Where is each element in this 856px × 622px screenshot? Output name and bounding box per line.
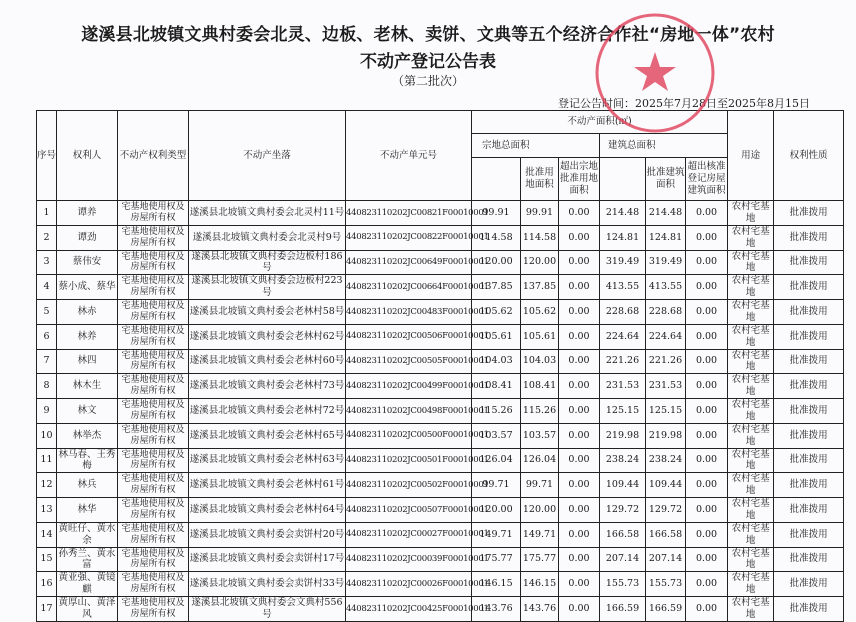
cell-seq: 5 (37, 300, 57, 325)
document-title: 遂溪县北坡镇文典村委会北灵、边板、老林、卖饼、文典等五个经济合作社“房地一体”农村 (81, 25, 775, 45)
cell-land-approved: 104.03 (521, 349, 559, 374)
cell-owner: 林养 (57, 324, 118, 349)
cell-usage: 农村宅基地 (728, 448, 774, 473)
cell-land-total: 126.04 (472, 448, 521, 473)
header-land-excess: 超出宗地批准用地面积 (559, 158, 600, 201)
cell-building-total: 125.15 (600, 399, 646, 424)
cell-land-approved: 108.41 (521, 374, 559, 399)
cell-right-nature: 批准拨用 (774, 547, 844, 572)
header-unit-no: 不动产单元号 (346, 111, 472, 201)
cell-unit-no: 440823110202JC00039F00010001 (346, 547, 472, 572)
table-row (37, 275, 844, 300)
cell-land-excess: 0.00 (559, 498, 600, 523)
cell-land-approved: 126.04 (521, 448, 559, 473)
cell-building-approved: 125.15 (646, 399, 686, 424)
cell-land-approved: 114.58 (521, 225, 559, 250)
header-right-nature: 权利性质 (774, 111, 844, 201)
table-row (37, 473, 844, 498)
document-subtitle: 不动产登记公告表 (360, 52, 496, 72)
cell-right-type: 宅基地使用权及房屋所有权 (118, 448, 189, 473)
cell-owner: 蔡伟安 (57, 250, 118, 275)
cell-unit-no: 440823110202JC00507F00010001 (346, 498, 472, 523)
cell-location: 遂溪县北坡镇文典村委会老林村73号 (189, 374, 346, 399)
cell-right-nature: 批准拨用 (774, 399, 844, 424)
table-row (37, 498, 844, 523)
cell-unit-no: 440823110202JC00425F00010001 (346, 597, 472, 622)
cell-unit-no: 440823110202JC00506F00010001 (346, 324, 472, 349)
cell-building-total: 413.55 (600, 275, 646, 300)
cell-seq: 9 (37, 399, 57, 424)
cell-land-excess: 0.00 (559, 473, 600, 498)
registration-table (36, 110, 844, 622)
cell-land-approved: 143.76 (521, 597, 559, 622)
cell-building-excess: 0.00 (686, 423, 728, 448)
cell-building-approved: 219.98 (646, 423, 686, 448)
cell-owner: 林华 (57, 498, 118, 523)
cell-seq: 3 (37, 250, 57, 275)
cell-land-approved: 149.71 (521, 522, 559, 547)
cell-owner: 谭养 (57, 201, 118, 226)
cell-land-excess: 0.00 (559, 572, 600, 597)
cell-right-type: 宅基地使用权及房屋所有权 (118, 275, 189, 300)
cell-usage: 农村宅基地 (728, 300, 774, 325)
cell-building-total: 319.49 (600, 250, 646, 275)
cell-land-excess: 0.00 (559, 399, 600, 424)
cell-land-total: 143.76 (472, 597, 521, 622)
cell-building-total: 155.73 (600, 572, 646, 597)
cell-building-total: 231.53 (600, 374, 646, 399)
header-land-total: 宗地总面积 (472, 134, 600, 158)
cell-land-total: 137.85 (472, 275, 521, 300)
cell-right-type: 宅基地使用权及房屋所有权 (118, 250, 189, 275)
cell-building-total: 166.59 (600, 597, 646, 622)
cell-right-nature: 批准拨用 (774, 250, 844, 275)
cell-unit-no: 440823110202JC00664F00010001 (346, 275, 472, 300)
cell-building-excess: 0.00 (686, 522, 728, 547)
cell-usage: 农村宅基地 (728, 374, 774, 399)
cell-right-nature: 批准拨用 (774, 597, 844, 622)
cell-unit-no: 440823110202JC00499F00010001 (346, 374, 472, 399)
cell-land-total: 104.03 (472, 349, 521, 374)
cell-unit-no: 440823110202JC00027F00010001 (346, 522, 472, 547)
cell-unit-no: 440823110202JC00822F00010001 (346, 225, 472, 250)
cell-land-total: 108.41 (472, 374, 521, 399)
header-usage: 用途 (728, 111, 774, 201)
cell-owner: 林兵 (57, 473, 118, 498)
cell-land-excess: 0.00 (559, 448, 600, 473)
header-building-total-cell (600, 158, 646, 201)
cell-land-approved: 105.62 (521, 300, 559, 325)
cell-building-approved: 224.64 (646, 324, 686, 349)
cell-building-total: 238.24 (600, 448, 646, 473)
cell-owner: 林赤 (57, 300, 118, 325)
cell-building-total: 129.72 (600, 498, 646, 523)
cell-location: 遂溪县北坡镇文典村委会老林村62号 (189, 324, 346, 349)
cell-usage: 农村宅基地 (728, 572, 774, 597)
cell-unit-no: 440823110202JC00483F00010001 (346, 300, 472, 325)
cell-right-type: 宅基地使用权及房屋所有权 (118, 374, 189, 399)
cell-owner: 林木生 (57, 374, 118, 399)
cell-building-excess: 0.00 (686, 572, 728, 597)
cell-usage: 农村宅基地 (728, 597, 774, 622)
cell-location: 遂溪县北坡镇文典村委会边板村223号 (189, 275, 346, 300)
cell-right-nature: 批准拨用 (774, 473, 844, 498)
cell-building-excess: 0.00 (686, 250, 728, 275)
cell-location: 遂溪县北坡镇文典村委会老林村63号 (189, 448, 346, 473)
cell-building-total: 219.98 (600, 423, 646, 448)
cell-building-total: 109.44 (600, 473, 646, 498)
cell-land-approved: 137.85 (521, 275, 559, 300)
cell-location: 遂溪县北坡镇文典村委会老林村58号 (189, 300, 346, 325)
table-row (37, 324, 844, 349)
cell-location: 遂溪县北坡镇文典村委会边板村186号 (189, 250, 346, 275)
cell-building-excess: 0.00 (686, 399, 728, 424)
header-location: 不动产坐落 (189, 111, 346, 201)
cell-location: 遂溪县北坡镇文典村委会老林村61号 (189, 473, 346, 498)
cell-land-excess: 0.00 (559, 324, 600, 349)
header-building-approved: 批准建筑面积 (646, 158, 686, 201)
cell-land-total: 105.62 (472, 300, 521, 325)
cell-owner: 黄厚山、黄泽风 (58, 597, 116, 620)
cell-building-excess: 0.00 (686, 448, 728, 473)
cell-building-approved: 413.55 (646, 275, 686, 300)
table-body (37, 201, 844, 622)
cell-land-total: 99.71 (472, 473, 521, 498)
cell-building-total: 224.64 (600, 324, 646, 349)
cell-owner: 林四 (57, 349, 118, 374)
cell-building-total: 207.14 (600, 547, 646, 572)
cell-right-type: 宅基地使用权及房屋所有权 (118, 201, 189, 226)
cell-right-nature: 批准拨用 (774, 300, 844, 325)
cell-seq: 7 (37, 349, 57, 374)
cell-land-total: 149.71 (472, 522, 521, 547)
cell-seq: 1 (37, 201, 57, 226)
cell-land-excess: 0.00 (559, 597, 600, 622)
cell-seq: 8 (37, 374, 57, 399)
cell-land-approved: 175.77 (521, 547, 559, 572)
cell-building-approved: 166.58 (646, 522, 686, 547)
batch-label: （第二批次） (391, 74, 464, 88)
cell-land-total: 175.77 (472, 547, 521, 572)
cell-right-nature: 批准拨用 (774, 324, 844, 349)
table-row (37, 423, 844, 448)
cell-right-type: 宅基地使用权及房屋所有权 (118, 324, 189, 349)
header-area-group: 不动产面积(㎡) (472, 111, 728, 134)
table-row (37, 547, 844, 572)
cell-land-total: 120.00 (472, 250, 521, 275)
cell-land-approved: 120.00 (521, 498, 559, 523)
cell-land-excess: 0.00 (559, 275, 600, 300)
cell-usage: 农村宅基地 (728, 225, 774, 250)
cell-right-nature: 批准拨用 (774, 349, 844, 374)
cell-right-nature: 批准拨用 (774, 522, 844, 547)
header-land-approved: 批准用地面积 (521, 158, 559, 201)
cell-building-approved: 214.48 (646, 201, 686, 226)
cell-building-excess: 0.00 (686, 275, 728, 300)
cell-right-nature: 批准拨用 (774, 498, 844, 523)
cell-usage: 农村宅基地 (728, 473, 774, 498)
table-row (37, 399, 844, 424)
table-row (37, 572, 844, 597)
cell-land-approved: 103.57 (521, 423, 559, 448)
header-building-total: 建筑总面积 (600, 134, 728, 158)
cell-unit-no: 440823110202JC00500F00010001 (346, 423, 472, 448)
cell-owner: 黄旺仔、黄水余 (58, 522, 116, 546)
cell-location: 遂溪县北坡镇文典村委会老林村64号 (189, 498, 346, 523)
cell-land-excess: 0.00 (559, 547, 600, 572)
cell-usage: 农村宅基地 (728, 522, 774, 547)
cell-building-total: 214.48 (600, 201, 646, 226)
table-row (37, 522, 844, 547)
cell-land-approved: 146.15 (521, 572, 559, 597)
cell-owner: 黄亚强、黄镜麒 (58, 572, 116, 596)
cell-building-approved: 319.49 (646, 250, 686, 275)
cell-seq: 15 (37, 547, 57, 572)
cell-land-approved: 99.71 (521, 473, 559, 498)
cell-usage: 农村宅基地 (728, 275, 774, 300)
cell-usage: 农村宅基地 (728, 201, 774, 226)
header-building-excess: 超出核准登记房屋建筑面积 (686, 158, 728, 201)
cell-seq: 13 (37, 498, 57, 523)
cell-right-nature: 批准拨用 (774, 448, 844, 473)
cell-building-approved: 129.72 (646, 498, 686, 523)
cell-location: 遂溪县北坡镇文典村委会老林村60号 (189, 349, 346, 374)
cell-building-approved: 166.59 (646, 597, 686, 622)
cell-building-excess: 0.00 (686, 349, 728, 374)
cell-usage: 农村宅基地 (728, 324, 774, 349)
cell-building-approved: 238.24 (646, 448, 686, 473)
cell-building-total: 228.68 (600, 300, 646, 325)
cell-land-approved: 99.91 (521, 201, 559, 226)
cell-seq: 11 (37, 448, 57, 473)
cell-right-nature: 批准拨用 (774, 374, 844, 399)
cell-usage: 农村宅基地 (728, 399, 774, 424)
cell-building-excess: 0.00 (686, 225, 728, 250)
cell-land-total: 99.91 (472, 201, 521, 226)
cell-land-approved: 115.26 (521, 399, 559, 424)
cell-right-nature: 批准拨用 (774, 225, 844, 250)
cell-right-nature: 批准拨用 (774, 572, 844, 597)
cell-land-total: 115.26 (472, 399, 521, 424)
cell-location: 遂溪县北坡镇文典村委会北灵村9号 (189, 225, 346, 250)
cell-land-excess: 0.00 (559, 201, 600, 226)
table-row (37, 448, 844, 473)
cell-location: 遂溪县北坡镇文典村委会卖饼村20号 (189, 522, 346, 547)
cell-usage: 农村宅基地 (728, 498, 774, 523)
cell-location: 遂溪县北坡镇文典村委会老林村65号 (189, 423, 346, 448)
cell-building-excess: 0.00 (686, 547, 728, 572)
cell-owner: 蔡小成、蔡华 (57, 275, 118, 300)
cell-right-type: 宅基地使用权及房屋所有权 (118, 473, 189, 498)
cell-building-excess: 0.00 (686, 300, 728, 325)
header-owner: 权利人 (57, 111, 118, 201)
cell-building-excess: 0.00 (686, 324, 728, 349)
cell-right-type: 宅基地使用权及房屋所有权 (118, 225, 189, 250)
cell-right-type: 宅基地使用权及房屋所有权 (118, 300, 189, 325)
cell-unit-no: 440823110202JC00502F00010001 (346, 473, 472, 498)
table-row (37, 201, 844, 226)
cell-seq: 2 (37, 225, 57, 250)
cell-land-excess: 0.00 (559, 349, 600, 374)
cell-seq: 14 (37, 522, 57, 547)
cell-unit-no: 440823110202JC00505F00010001 (346, 349, 472, 374)
cell-land-approved: 105.61 (521, 324, 559, 349)
cell-building-excess: 0.00 (686, 374, 728, 399)
cell-usage: 农村宅基地 (728, 423, 774, 448)
cell-building-approved: 207.14 (646, 547, 686, 572)
cell-land-total: 146.15 (472, 572, 521, 597)
header-right-type: 不动产权利类型 (118, 111, 189, 201)
cell-land-total: 120.00 (472, 498, 521, 523)
cell-building-approved: 231.53 (646, 374, 686, 399)
cell-land-excess: 0.00 (559, 300, 600, 325)
cell-seq: 4 (37, 275, 57, 300)
cell-seq: 16 (37, 572, 57, 597)
table-row (37, 597, 844, 622)
cell-building-approved: 124.81 (646, 225, 686, 250)
cell-location: 遂溪县北坡镇文典村委会卖饼村17号 (189, 547, 346, 572)
cell-land-total: 103.57 (472, 423, 521, 448)
cell-unit-no: 440823110202JC00026F00010001 (346, 572, 472, 597)
cell-building-total: 124.81 (600, 225, 646, 250)
cell-right-type: 宅基地使用权及房屋所有权 (118, 423, 189, 448)
table-row (37, 250, 844, 275)
cell-location: 遂溪县北坡镇文典村委会老林村72号 (189, 399, 346, 424)
cell-land-excess: 0.00 (559, 374, 600, 399)
cell-right-nature: 批准拨用 (774, 201, 844, 226)
cell-building-approved: 221.26 (646, 349, 686, 374)
cell-land-total: 105.61 (472, 324, 521, 349)
cell-location: 遂溪县北坡镇文典村委会文典村556号 (189, 597, 346, 622)
cell-building-total: 221.26 (600, 349, 646, 374)
cell-usage: 农村宅基地 (728, 349, 774, 374)
cell-unit-no: 440823110202JC00498F00010001 (346, 399, 472, 424)
cell-building-approved: 228.68 (646, 300, 686, 325)
cell-seq: 6 (37, 324, 57, 349)
cell-right-nature: 批准拨用 (774, 423, 844, 448)
cell-land-excess: 0.00 (559, 522, 600, 547)
cell-location: 遂溪县北坡镇文典村委会卖饼村33号 (189, 572, 346, 597)
cell-building-approved: 155.73 (646, 572, 686, 597)
cell-location: 遂溪县北坡镇文典村委会北灵村11号 (189, 201, 346, 226)
cell-seq: 17 (37, 597, 57, 622)
table-row (37, 300, 844, 325)
cell-building-excess: 0.00 (686, 498, 728, 523)
cell-usage: 农村宅基地 (728, 250, 774, 275)
cell-owner: 林马春、王秀梅 (58, 448, 116, 472)
cell-land-excess: 0.00 (559, 423, 600, 448)
table-row (37, 374, 844, 399)
header-seq: 序号 (37, 111, 57, 201)
cell-right-type: 宅基地使用权及房屋所有权 (118, 522, 189, 547)
cell-land-approved: 120.00 (521, 250, 559, 275)
cell-right-type: 宅基地使用权及房屋所有权 (118, 498, 189, 523)
cell-seq: 10 (37, 423, 57, 448)
cell-unit-no: 440823110202JC00501F00010001 (346, 448, 472, 473)
cell-building-excess: 0.00 (686, 597, 728, 622)
table-row (37, 349, 844, 374)
cell-land-excess: 0.00 (559, 225, 600, 250)
cell-building-approved: 109.44 (646, 473, 686, 498)
cell-land-excess: 0.00 (559, 250, 600, 275)
notice-period: 登记公告时间：2025年7月28日至2025年8月15日 (558, 97, 810, 110)
cell-right-type: 宅基地使用权及房屋所有权 (118, 349, 189, 374)
cell-right-type: 宅基地使用权及房屋所有权 (118, 572, 189, 597)
cell-land-total: 114.58 (472, 225, 521, 250)
cell-seq: 12 (37, 473, 57, 498)
cell-right-type: 宅基地使用权及房屋所有权 (118, 399, 189, 424)
cell-unit-no: 440823110202JC00821F00010001 (346, 201, 472, 226)
cell-right-type: 宅基地使用权及房屋所有权 (118, 597, 189, 622)
cell-usage: 农村宅基地 (728, 547, 774, 572)
cell-building-excess: 0.00 (686, 201, 728, 226)
cell-owner: 孙秀兰、黄永富 (58, 547, 116, 571)
cell-right-type: 宅基地使用权及房屋所有权 (118, 547, 189, 572)
cell-owner: 林文 (57, 399, 118, 424)
header-land-total-cell (472, 158, 521, 201)
cell-unit-no: 440823110202JC00649F00010001 (346, 250, 472, 275)
cell-building-excess: 0.00 (686, 473, 728, 498)
table-row (37, 225, 844, 250)
cell-right-nature: 批准拨用 (774, 275, 844, 300)
cell-owner: 林举杰 (57, 423, 118, 448)
cell-owner: 谭劲 (57, 225, 118, 250)
cell-building-total: 166.58 (600, 522, 646, 547)
